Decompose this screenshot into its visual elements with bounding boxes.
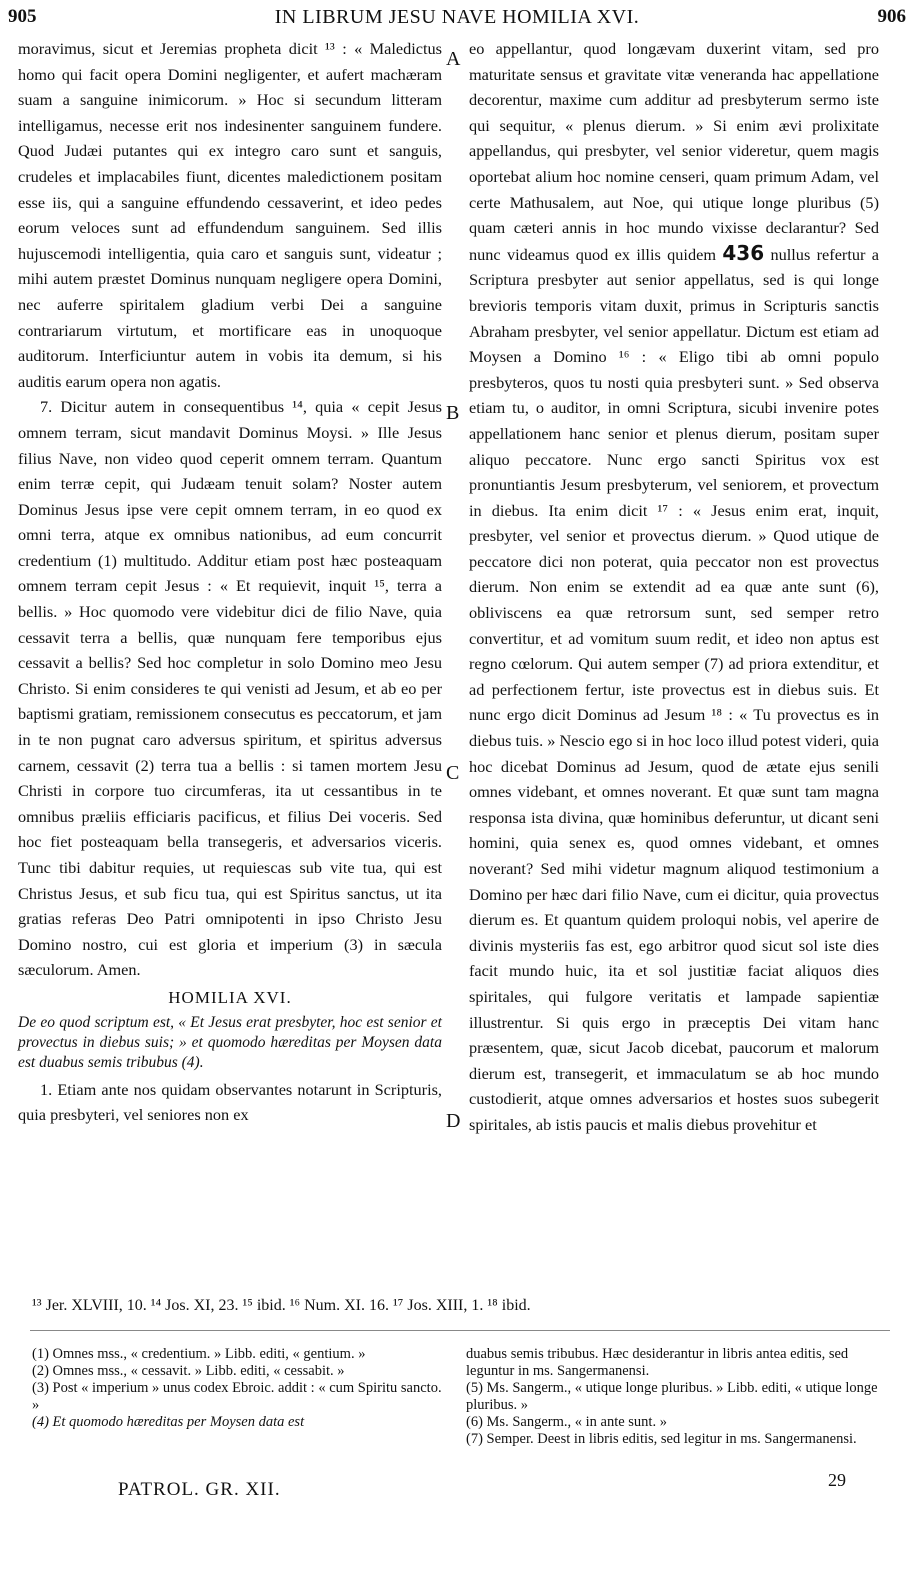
page-number-left: 905 (8, 6, 37, 27)
column-number: 436 (722, 240, 765, 265)
footnotes-left (32, 1346, 446, 1431)
footnote-4: (4) Et quomodo hæreditas per Moysen data est (32, 1414, 305, 1430)
right-text-a: eo appellantur, quod longævam duxerint vitam, sed pro maturitate sensus et gravitate vitæ veneranda hac appellatione decorentur, maxime cum additur ad presbyterum sermo iste qui sequitur, « plenus dierum. » Si enim ævi prolixitate appellandus, qui presbyter, vel senior videretur, quem magis oportebat alium hoc nomine censeri, quam primum Adam, vel certe Mathusalem, aut Noe, qui utique longe pluribus (5) quam cæteri annis in hoc mundo vixisse declarantur? Sed nunc videamus quod ex illis quidem (469, 39, 879, 264)
margin-letter-a: A (446, 48, 461, 70)
homily-title: HOMILIA XVI. (168, 987, 292, 1007)
page-number-right: 906 (877, 6, 906, 27)
right-text-b: nullus refertur a Scriptura presbyter aut senior appellatus, sed is qui longe brevioris temporis vitam duxit, primus in Scripturis sanctis Abraham presbyter, vel senior appellatur. Dictum est etiam ad Moysen a Domino ¹⁶ : « Eligo tibi ab omni populo presbyteros, quos tu nosti quia presbyteri sunt. » Sed observa etiam tu, o auditor, in omni Scriptura, sicubi invenire potes appellationem hanc senior et plenus dierum, positam super aliquo peccatore. Nunc ergo sancti Spiritus vox est pronuntiantis Jesum presbyterum, vel seniorem, et provectum in diebus. Ita enim dicit ¹⁷ : « Jesus enim erat, inquit, presbyter, vel senior et provectus dierum. » Quod utique de peccatore dici non poterat, quia peccator non est provectus dierum. Non enim se extendit ad ea quæ ante sunt (6), obliviscens ea quæ retrorsum sunt, sed semper retro convertitur, et ad vomitum suum redit, et ideo non aptus est regno cœlorum. Qui autem semper (7) ad priora extenditur, et ad perfectionem fertur, iste provectus est in diebus suis. Et nunc ergo dicit Dominus ad Jesum ¹⁸ : « Tu provectus es in diebus tuis. » Nescio ego si in hoc loco illud potest videri, quia hoc dicebat Dominus ad Jesum, quod de ætate ejus senili omnes videbant, et omnes noverant. Et quæ sunt tam magna responsa ista divina, quæ hominibus deferuntur, ut dicant seni homini, quia senex es, quod omnes videbant, et omnes noverant? Sed mihi videtur magnum aliquod testimonium a Domino per hæc dari filio Nave, cum ei dicitur, quia provectus dierum es. Et quantum quidem proloqui nobis, vel aperire de divinis mysteriis fas est, ego arbitror quod sicut sol iste dies facit mundo huic, ita et sol justitiæ faciat aliquos dies spiritales, qui fulgore veritatis et lampade sapientiæ illustrentur. Si quis ergo in præceptis Dei vitam hanc præsentem, quæ, sicut Jacob dicebat, paucorum et malorum dierum est, transegerit, et immaculatum se ab hoc mundo custodierit, atque omnes adversarios et hostes suos subegerit spiritales, ab istis paucis et malis diebus provehitur et (469, 244, 880, 1134)
right-paragraph (469, 36, 879, 1138)
footnotes-right (466, 1346, 880, 1448)
footnote-7: (7) Semper. Deest in libris editis, sed legitur in ms. Sangermanensi. (466, 1431, 857, 1447)
left-column (18, 36, 442, 1128)
footnote-2: (2) Omnes mss., « cessavit. » Libb. editi, « cessabit. » (32, 1363, 345, 1379)
series-footer: PATROL. GR. XII. (118, 1479, 281, 1500)
margin-letter-d: D (446, 1110, 461, 1132)
right-column (469, 36, 879, 1138)
footnote-4-cont: duabus semis tribubus. Hæc desiderantur in libris antea editis, sed leguntur in ms. Sangermanensi. (466, 1346, 849, 1379)
paragraph-1: moravimus, sicut et Jeremias propheta dicit ¹³ : « Maledictus homo qui facit opera Domini negligenter, et aufert machæram suam a sanguine inimicorum. » Hoc si secundum litteram intelligamus, necesse erit nos indesinenter sanguinem fundere. Quod Judæi putantes qui ex integro caro sunt et sanguis, crudeles et implacabiles fiunt, dicentes maledictionem positam esse iis, qui a sanguine effundendo cessaverint, et ideo pedes eorum veloces sunt ad effundendum sanguinem. Sed illis hujuscemodi intelligentia, quia caro et sanguis sunt, videatur ; mihi autem præstet Dominus nunquam negligere opera Domini, nec auferre spiritalem gladium verbi Dei a sanguine contrariarum virtutum, et mortificare eas in unoquoque auditorum. Interficiuntur autem in vobis ita demum, si his auditis earum opera non agatis. (18, 39, 442, 391)
footnote-3: (3) Post « imperium » unus codex Ebroic. addit : « cum Spiritu sancto. » (32, 1380, 442, 1413)
homily-subtitle: De eo quod scriptum est, « Et Jesus erat presbyter, hoc est senior et provectus in diebus suis; » et quomodo hæreditas per Moysen data est duabus semis tribubus (4). (18, 1013, 442, 1071)
signature-number: 29 (828, 1470, 846, 1490)
running-title: IN LIBRUM JESU NAVE HOMILIA XVI. (274, 6, 640, 28)
scripture-references: ¹³ Jer. XLVIII, 10. ¹⁴ Jos. XI, 23. ¹⁵ ibid. ¹⁶ Num. XI. 16. ¹⁷ Jos. XIII, 1. ¹⁸ ibid. (32, 1297, 531, 1314)
margin-letter-c: C (446, 762, 460, 784)
footnote-6: (6) Ms. Sangerm., « in ante sunt. » (466, 1414, 667, 1430)
paragraph-homily-1: 1. Etiam ante nos quidam observantes notarunt in Scripturis, quia presbyteri, vel seniores non ex (18, 1079, 442, 1125)
running-header (8, 4, 906, 32)
footnote-divider (30, 1330, 890, 1331)
footnote-5: (5) Ms. Sangerm., « utique longe pluribus. » Libb. editi, « utique longe pluribus. » (466, 1380, 878, 1413)
paragraph-7: 7. Dicitur autem in consequentibus ¹⁴, quia « cepit Jesus omnem terram, sicut mandavit Dominus Moysi. » Ille Jesus filius Nave, non video quod ceperit omnem terram. Quantum enim terræ cepit, qui Judæam tenuit solam? Noster autem Dominus Jesus ipse vere cepit omnem terram, in eo quod ex omni terra, atque ex omnibus nationibus, ad eum concurrit credentium (1) multitudo. Additur etiam post hæc posteaquam omnem terram cepit Jesus : « Et requievit, inquit ¹⁵, terra a bellis. » Hoc quomodo vere videbitur dici de filio Nave, quia cessavit terra a bellis, quæ nunquam fere temporibus ejus cessavit a bellis? Sed hoc completur in solo Domino meo Jesu Christo. Si enim consideres te qui venisti ad Jesum, et ab eo per baptismi gratiam, remissionem consecutus es peccatorum, et jam in te non pugnat caro adversus spiritum, et spiritus adversus carnem, cessavit (2) terra tua a bellis : si tamen mortem Jesu Christi in corpore tuo circumferas, ita ut cessantibus in te omnibus præliis efficiaris pacificus, et filius Dei voceris. Sed hoc fiet posteaquam bella transegeris, et adversarios viceris. Tunc tibi dabitur requies, ut requiescas sub vite tua, qui est Christus Jesus, et sub ficu tua, qui est Spiritus sanctus, ut ita gratias referas Deo Patri omnipotenti in ipso Christo Jesu Domino nostro, cui est gloria et imperium (3) in sæcula sæculorum. Amen. (18, 397, 442, 980)
margin-letter-b: B (446, 402, 460, 424)
footnote-1: (1) Omnes mss., « credentium. » Libb. editi, « gentium. » (32, 1346, 366, 1362)
